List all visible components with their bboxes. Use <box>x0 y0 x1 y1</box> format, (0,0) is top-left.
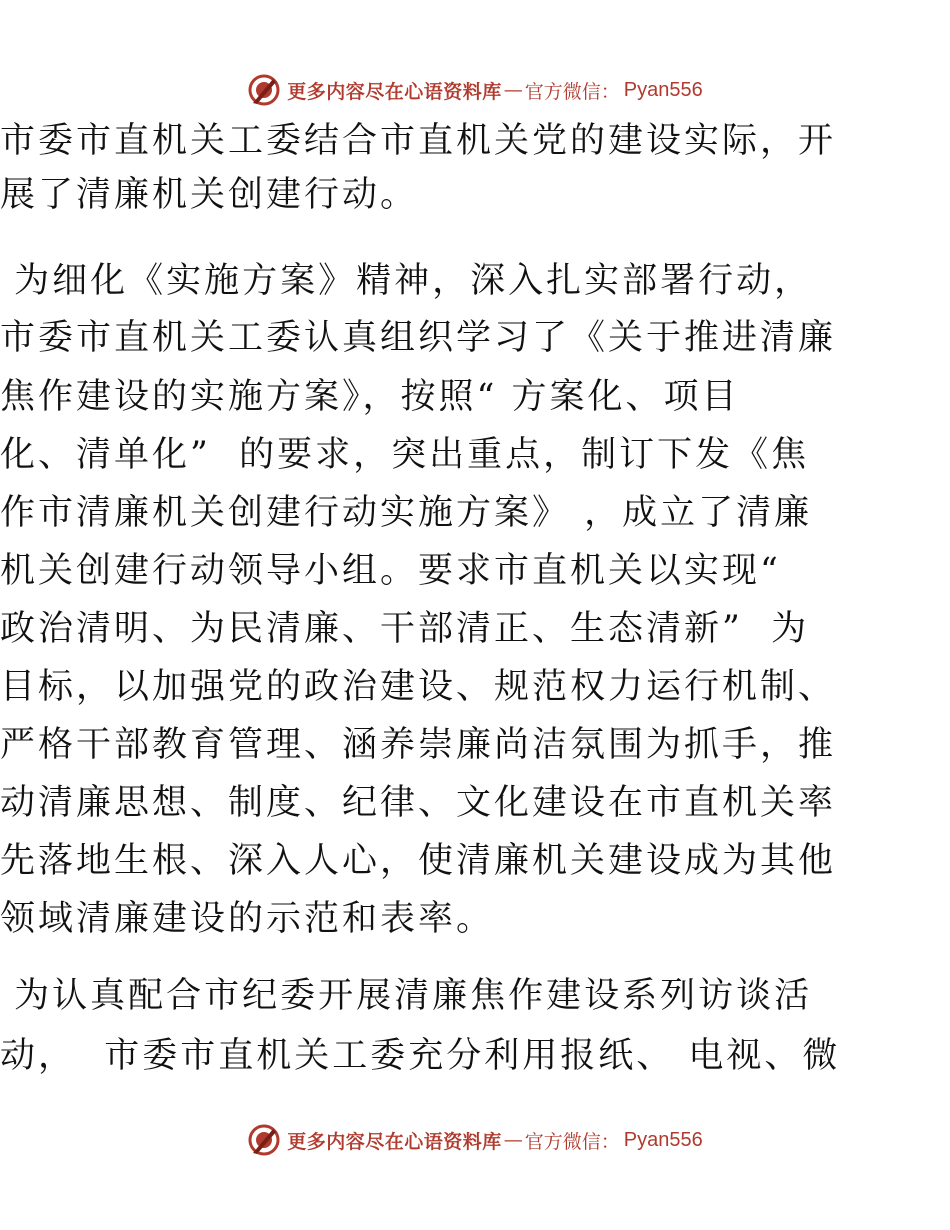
text-line: 化、清单化” 的要求，突出重点，制订下发《焦 <box>0 435 810 475</box>
watermark-text: 更多内容尽在心语资料库 <box>287 80 502 103</box>
text-line: 动清廉思想、制度、纪律、文化建设在市直机关率 <box>0 783 837 823</box>
watermark-text: 更多内容尽在心语资料库 <box>287 1130 502 1153</box>
watermark-dash: — <box>503 79 523 101</box>
text-line: 为认真配合市纪委开展清廉焦作建设系列访谈活 <box>0 976 813 1016</box>
quill-pen-seal-icon <box>247 1123 281 1157</box>
text-line: 市委市直机关工委认真组织学习了《关于推进清廉 <box>0 318 837 358</box>
watermark-wechat-id: Pyan556 <box>623 1128 703 1151</box>
text-line: 动， 市委市直机关工委充分利用报纸、 电视、微 <box>0 1036 841 1076</box>
text-line: 市委市直机关工委结合市直机关党的建设实际，开 <box>0 121 837 161</box>
text-line: 作市清廉机关创建行动实施方案》 ，成立了清廉 <box>0 493 813 533</box>
watermark-wechat-label: 官方微信： <box>524 1130 620 1153</box>
footer-watermark <box>0 1120 950 1160</box>
text-line: 政治清明、为民清廉、干部清正、生态清新” 为 <box>0 609 810 649</box>
watermark-dash: — <box>503 1129 523 1151</box>
text-line: 展了清廉机关创建行动。 <box>0 175 419 215</box>
text-line: 焦作建设的实施方案》，按照“ 方案化、项目 <box>0 377 740 417</box>
text-line: 领域清廉建设的示范和表率。 <box>0 899 495 939</box>
watermark-wechat-id: Pyan556 <box>623 78 703 101</box>
text-line: 机关创建行动领导小组。要求市直机关以实现“ <box>0 551 781 591</box>
header-watermark <box>0 70 950 110</box>
text-line: 先落地生根、深入人心，使清廉机关建设成为其他 <box>0 841 837 881</box>
quill-pen-seal-icon <box>247 73 281 107</box>
text-line: 为细化《实施方案》精神，深入扎实部署行动， <box>0 261 813 301</box>
text-line: 目标，以加强党的政治建设、规范权力运行机制、 <box>0 667 837 707</box>
text-line: 严格干部教育管理、涵养崇廉尚洁氛围为抓手，推 <box>0 725 837 765</box>
watermark-wechat-label: 官方微信： <box>524 80 620 103</box>
